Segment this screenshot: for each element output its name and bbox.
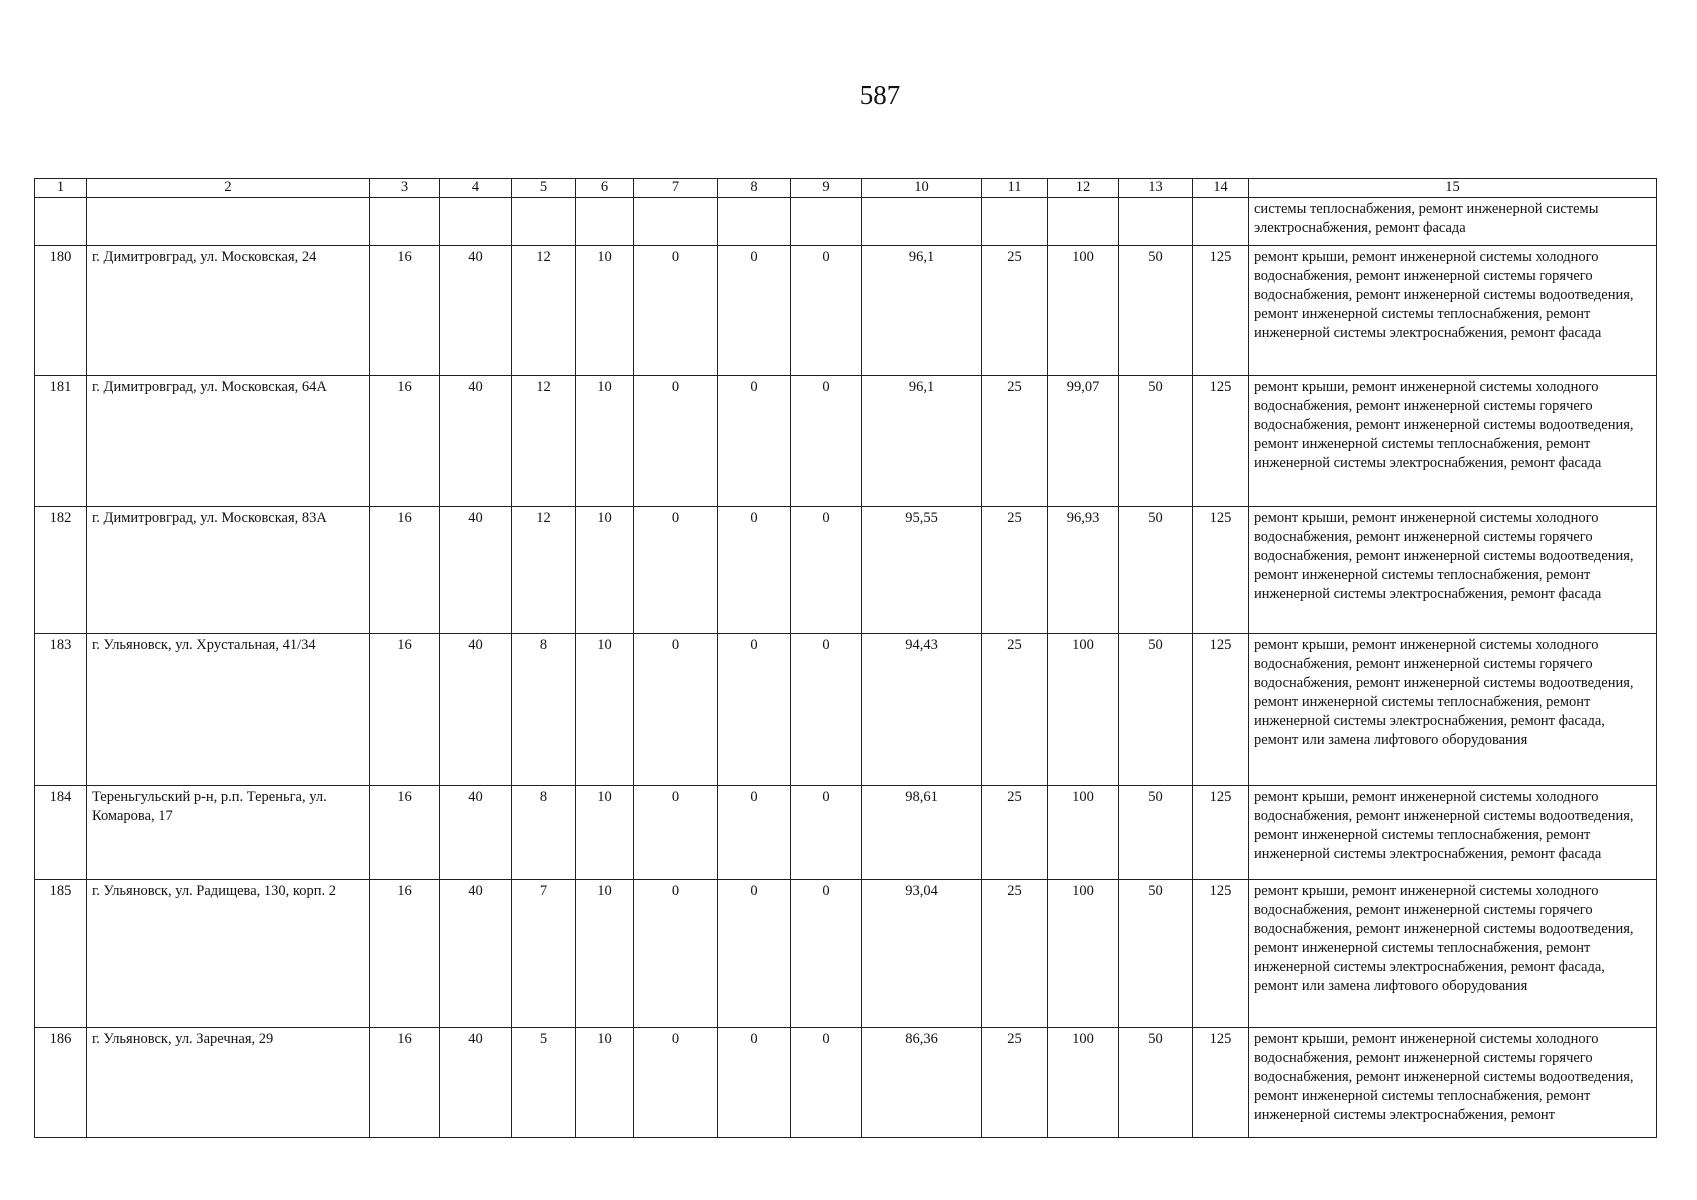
cell-value: 10 bbox=[576, 1028, 634, 1138]
cell-value: 25 bbox=[982, 246, 1048, 376]
cell-works: ремонт крыши, ремонт инженерной системы холодного водоснабжения, ремонт инженерной системы горячего водоснабжения, ремонт инженерной системы водоотведения, ремонт инженерной системы теплоснабжения, ремонт инженерной системы электроснабжения, ремонт фасада bbox=[1249, 246, 1657, 376]
cell-value bbox=[370, 198, 440, 246]
cell-value: 0 bbox=[634, 786, 718, 880]
cell-value: 50 bbox=[1119, 376, 1193, 507]
column-number-row bbox=[35, 179, 1657, 198]
cell-value: 50 bbox=[1119, 507, 1193, 634]
cell-value: 25 bbox=[982, 880, 1048, 1028]
cell-value: 93,04 bbox=[862, 880, 982, 1028]
cell-value: 50 bbox=[1119, 880, 1193, 1028]
column-header: 13 bbox=[1119, 179, 1193, 198]
cell-works: ремонт крыши, ремонт инженерной системы холодного водоснабжения, ремонт инженерной системы горячего водоснабжения, ремонт инженерной системы водоотведения, ремонт инженерной системы теплоснабжения, ремонт инженерной системы электроснабжения, ремонт фасада bbox=[1249, 376, 1657, 507]
cell-value: 94,43 bbox=[862, 634, 982, 786]
cell-value: 0 bbox=[718, 376, 791, 507]
cell-value: 125 bbox=[1193, 376, 1249, 507]
cell-address: г. Димитровград, ул. Московская, 24 bbox=[87, 246, 370, 376]
cell-value: 16 bbox=[370, 634, 440, 786]
cell-address: г. Димитровград, ул. Московская, 83А bbox=[87, 507, 370, 634]
cell-value: 8 bbox=[512, 634, 576, 786]
cell-value bbox=[440, 198, 512, 246]
cell-value: 125 bbox=[1193, 880, 1249, 1028]
cell-row-number: 186 bbox=[35, 1028, 87, 1138]
cell-value: 0 bbox=[634, 1028, 718, 1138]
cell-value: 40 bbox=[440, 507, 512, 634]
cell-value bbox=[982, 198, 1048, 246]
column-header: 15 bbox=[1249, 179, 1657, 198]
cell-value: 12 bbox=[512, 507, 576, 634]
table-row bbox=[35, 880, 1657, 1028]
cell-value: 40 bbox=[440, 880, 512, 1028]
cell-value: 0 bbox=[791, 246, 862, 376]
cell-value: 40 bbox=[440, 376, 512, 507]
cell-value: 12 bbox=[512, 376, 576, 507]
cell-row-number: 184 bbox=[35, 786, 87, 880]
cell-value: 100 bbox=[1048, 1028, 1119, 1138]
cell-value: 10 bbox=[576, 376, 634, 507]
page-number: 587 bbox=[859, 80, 901, 110]
cell-value: 98,61 bbox=[862, 786, 982, 880]
cell-value: 25 bbox=[982, 786, 1048, 880]
cell-value: 25 bbox=[982, 1028, 1048, 1138]
cell-works: ремонт крыши, ремонт инженерной системы холодного водоснабжения, ремонт инженерной системы горячего водоснабжения, ремонт инженерной системы водоотведения, ремонт инженерной системы теплоснабжения, ремонт инженерной системы электроснабжения, ремонт фасада, ремонт или замена лифтового оборудования bbox=[1249, 634, 1657, 786]
cell-value: 40 bbox=[440, 634, 512, 786]
cell-value: 0 bbox=[718, 880, 791, 1028]
cell-value: 25 bbox=[982, 376, 1048, 507]
cell-value bbox=[791, 198, 862, 246]
cell-value: 96,1 bbox=[862, 376, 982, 507]
cell-value: 25 bbox=[982, 507, 1048, 634]
column-header: 7 bbox=[634, 179, 718, 198]
cell-value: 10 bbox=[576, 880, 634, 1028]
cell-value: 95,55 bbox=[862, 507, 982, 634]
cell-value: 12 bbox=[512, 246, 576, 376]
cell-value: 10 bbox=[576, 507, 634, 634]
table-row bbox=[35, 507, 1657, 634]
column-header: 11 bbox=[982, 179, 1048, 198]
cell-value: 16 bbox=[370, 507, 440, 634]
cell-value: 0 bbox=[718, 246, 791, 376]
cell-value: 0 bbox=[718, 1028, 791, 1138]
column-header: 9 bbox=[791, 179, 862, 198]
cell-value: 5 bbox=[512, 1028, 576, 1138]
cell-value: 0 bbox=[791, 786, 862, 880]
cell-value: 0 bbox=[634, 507, 718, 634]
cell-value: 125 bbox=[1193, 634, 1249, 786]
cell-value bbox=[512, 198, 576, 246]
cell-value: 10 bbox=[576, 634, 634, 786]
column-header: 8 bbox=[718, 179, 791, 198]
column-header: 6 bbox=[576, 179, 634, 198]
cell-value bbox=[634, 198, 718, 246]
cell-value: 50 bbox=[1119, 786, 1193, 880]
cell-value: 125 bbox=[1193, 246, 1249, 376]
continuation-row bbox=[35, 198, 1657, 246]
cell-value: 96,93 bbox=[1048, 507, 1119, 634]
cell-value bbox=[1119, 198, 1193, 246]
cell-address: Тереньгульский р-н, р.п. Тереньга, ул. Комарова, 17 bbox=[87, 786, 370, 880]
column-header: 2 bbox=[87, 179, 370, 198]
column-header: 1 bbox=[35, 179, 87, 198]
cell-value: 8 bbox=[512, 786, 576, 880]
cell-value: 25 bbox=[982, 634, 1048, 786]
cell-address: г. Ульяновск, ул. Радищева, 130, корп. 2 bbox=[87, 880, 370, 1028]
cell-row-number: 180 bbox=[35, 246, 87, 376]
cell-works: ремонт крыши, ремонт инженерной системы холодного водоснабжения, ремонт инженерной системы горячего водоснабжения, ремонт инженерной системы водоотведения, ремонт инженерной системы теплоснабжения, ремонт инженерной системы электроснабжения, ремонт фасада bbox=[1249, 507, 1657, 634]
cell-address: г. Ульяновск, ул. Хрустальная, 41/34 bbox=[87, 634, 370, 786]
cell-value bbox=[1048, 198, 1119, 246]
cell-value: 100 bbox=[1048, 246, 1119, 376]
cell-value: 86,36 bbox=[862, 1028, 982, 1138]
cell-works: ремонт крыши, ремонт инженерной системы холодного водоснабжения, ремонт инженерной системы горячего водоснабжения, ремонт инженерной системы водоотведения, ремонт инженерной системы теплоснабжения, ремонт инженерной системы электроснабжения, ремонт bbox=[1249, 1028, 1657, 1138]
column-header: 10 bbox=[862, 179, 982, 198]
cell-row-number: 181 bbox=[35, 376, 87, 507]
repair-program-table bbox=[34, 178, 1657, 1138]
table-row bbox=[35, 634, 1657, 786]
cell-value: 50 bbox=[1119, 246, 1193, 376]
column-header: 5 bbox=[512, 179, 576, 198]
table-row bbox=[35, 376, 1657, 507]
cell-value: 100 bbox=[1048, 634, 1119, 786]
column-header: 12 bbox=[1048, 179, 1119, 198]
cell-value: 125 bbox=[1193, 786, 1249, 880]
cell-works: системы теплоснабжения, ремонт инженерной системы электроснабжения, ремонт фасада bbox=[1249, 198, 1657, 246]
cell-value bbox=[576, 198, 634, 246]
cell-value: 10 bbox=[576, 786, 634, 880]
cell-value: 125 bbox=[1193, 507, 1249, 634]
cell-value: 40 bbox=[440, 246, 512, 376]
cell-address: г. Ульяновск, ул. Заречная, 29 bbox=[87, 1028, 370, 1138]
cell-value: 0 bbox=[634, 376, 718, 507]
cell-value: 16 bbox=[370, 376, 440, 507]
cell-value: 100 bbox=[1048, 786, 1119, 880]
column-header: 3 bbox=[370, 179, 440, 198]
cell-value: 16 bbox=[370, 786, 440, 880]
cell-value: 0 bbox=[791, 507, 862, 634]
cell-value: 16 bbox=[370, 246, 440, 376]
column-header: 14 bbox=[1193, 179, 1249, 198]
cell-value: 16 bbox=[370, 880, 440, 1028]
cell-works: ремонт крыши, ремонт инженерной системы холодного водоснабжения, ремонт инженерной системы горячего водоснабжения, ремонт инженерной системы водоотведения, ремонт инженерной системы теплоснабжения, ремонт инженерной системы электроснабжения, ремонт фасада, ремонт или замена лифтового оборудования bbox=[1249, 880, 1657, 1028]
cell-value bbox=[718, 198, 791, 246]
cell-value: 96,1 bbox=[862, 246, 982, 376]
cell-value: 0 bbox=[791, 376, 862, 507]
cell-value: 0 bbox=[718, 634, 791, 786]
cell-value: 0 bbox=[718, 786, 791, 880]
cell-address: г. Димитровград, ул. Московская, 64А bbox=[87, 376, 370, 507]
table-row bbox=[35, 246, 1657, 376]
cell-value: 0 bbox=[718, 507, 791, 634]
table-row bbox=[35, 786, 1657, 880]
cell-value: 0 bbox=[634, 880, 718, 1028]
cell-value: 50 bbox=[1119, 1028, 1193, 1138]
cell-row-number: 183 bbox=[35, 634, 87, 786]
cell-value bbox=[1193, 198, 1249, 246]
cell-works: ремонт крыши, ремонт инженерной системы холодного водоснабжения, ремонт инженерной системы водоотведения, ремонт инженерной системы теплоснабжения, ремонт инженерной системы электроснабжения, ремонт фасада bbox=[1249, 786, 1657, 880]
column-header: 4 bbox=[440, 179, 512, 198]
cell-value: 0 bbox=[791, 1028, 862, 1138]
cell-address bbox=[87, 198, 370, 246]
cell-value: 0 bbox=[791, 634, 862, 786]
cell-value: 100 bbox=[1048, 880, 1119, 1028]
cell-value: 0 bbox=[634, 634, 718, 786]
cell-row-number bbox=[35, 198, 87, 246]
table-row bbox=[35, 1028, 1657, 1138]
cell-value bbox=[862, 198, 982, 246]
cell-row-number: 182 bbox=[35, 507, 87, 634]
cell-value: 0 bbox=[791, 880, 862, 1028]
cell-value: 7 bbox=[512, 880, 576, 1028]
cell-value: 40 bbox=[440, 1028, 512, 1138]
cell-value: 125 bbox=[1193, 1028, 1249, 1138]
cell-value: 40 bbox=[440, 786, 512, 880]
cell-value: 50 bbox=[1119, 634, 1193, 786]
cell-value: 16 bbox=[370, 1028, 440, 1138]
cell-row-number: 185 bbox=[35, 880, 87, 1028]
cell-value: 99,07 bbox=[1048, 376, 1119, 507]
cell-value: 0 bbox=[634, 246, 718, 376]
cell-value: 10 bbox=[576, 246, 634, 376]
